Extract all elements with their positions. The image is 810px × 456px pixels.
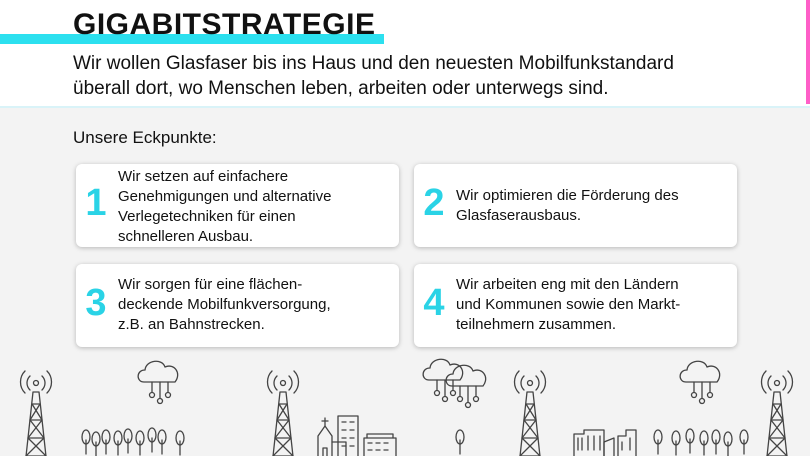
page-subtitle	[73, 51, 793, 101]
point-card-3	[76, 264, 399, 347]
point-4-line: und Kommunen sowie den Markt-	[456, 296, 681, 313]
landscape-illustration	[0, 350, 810, 456]
point-2-line: Wir optimieren die Förderung des	[456, 187, 679, 204]
point-number-4: 4	[423, 282, 445, 324]
section-label: Unsere Eckpunkte:	[73, 128, 217, 147]
point-2-line: Glasfaserausbaus.	[456, 207, 582, 224]
point-3-line: deckende Mobilfunkversorgung,	[118, 296, 331, 313]
point-4-line: Wir arbeiten eng mit den Ländern	[456, 276, 679, 293]
church-icon	[318, 418, 346, 456]
point-4-line: teilnehmern zusammen.	[456, 316, 617, 333]
cell-tower-icon	[762, 371, 793, 456]
point-1-line: Verlegetechniken für einen	[118, 208, 296, 225]
cloud-network-icon	[680, 361, 720, 403]
point-1-line: Wir setzen auf einfachere	[118, 168, 289, 185]
point-card-2	[414, 164, 737, 247]
header-divider	[0, 106, 810, 108]
cloud-network-icon	[138, 361, 178, 403]
factory-icon	[574, 430, 636, 456]
cloud-network-icon	[423, 359, 463, 401]
cell-tower-icon	[515, 371, 546, 456]
point-number-3: 3	[85, 282, 107, 324]
point-card-1	[76, 164, 399, 247]
subtitle-line-2: überall dort, wo Menschen leben, arbeiten oder unterwegs sind.	[73, 78, 609, 99]
pink-edge-accent	[806, 0, 810, 104]
point-text-2	[456, 186, 679, 226]
cell-tower-icon	[268, 371, 299, 456]
tree-icon	[82, 428, 748, 456]
subtitle-line-1: Wir wollen Glasfaser bis ins Haus und den neuesten Mobilfunkstandard	[73, 53, 674, 74]
building-icon	[338, 416, 396, 456]
point-3-line: z.B. an Bahnstrecken.	[118, 316, 265, 333]
cloud-network-icon	[446, 365, 486, 407]
page-title: GIGABITSTRATEGIE	[73, 8, 376, 41]
point-1-line: Genehmigungen und alternative	[118, 188, 332, 205]
cell-tower-icon	[21, 371, 52, 456]
point-1-line: schnelleren Ausbau.	[118, 228, 254, 245]
point-3-line: Wir sorgen für eine flächen-	[118, 276, 303, 293]
point-number-1: 1	[85, 182, 107, 224]
point-text-1	[118, 167, 332, 247]
point-text-4	[456, 275, 680, 335]
point-number-2: 2	[423, 182, 445, 224]
point-card-4	[414, 264, 737, 347]
point-text-3	[118, 275, 331, 335]
